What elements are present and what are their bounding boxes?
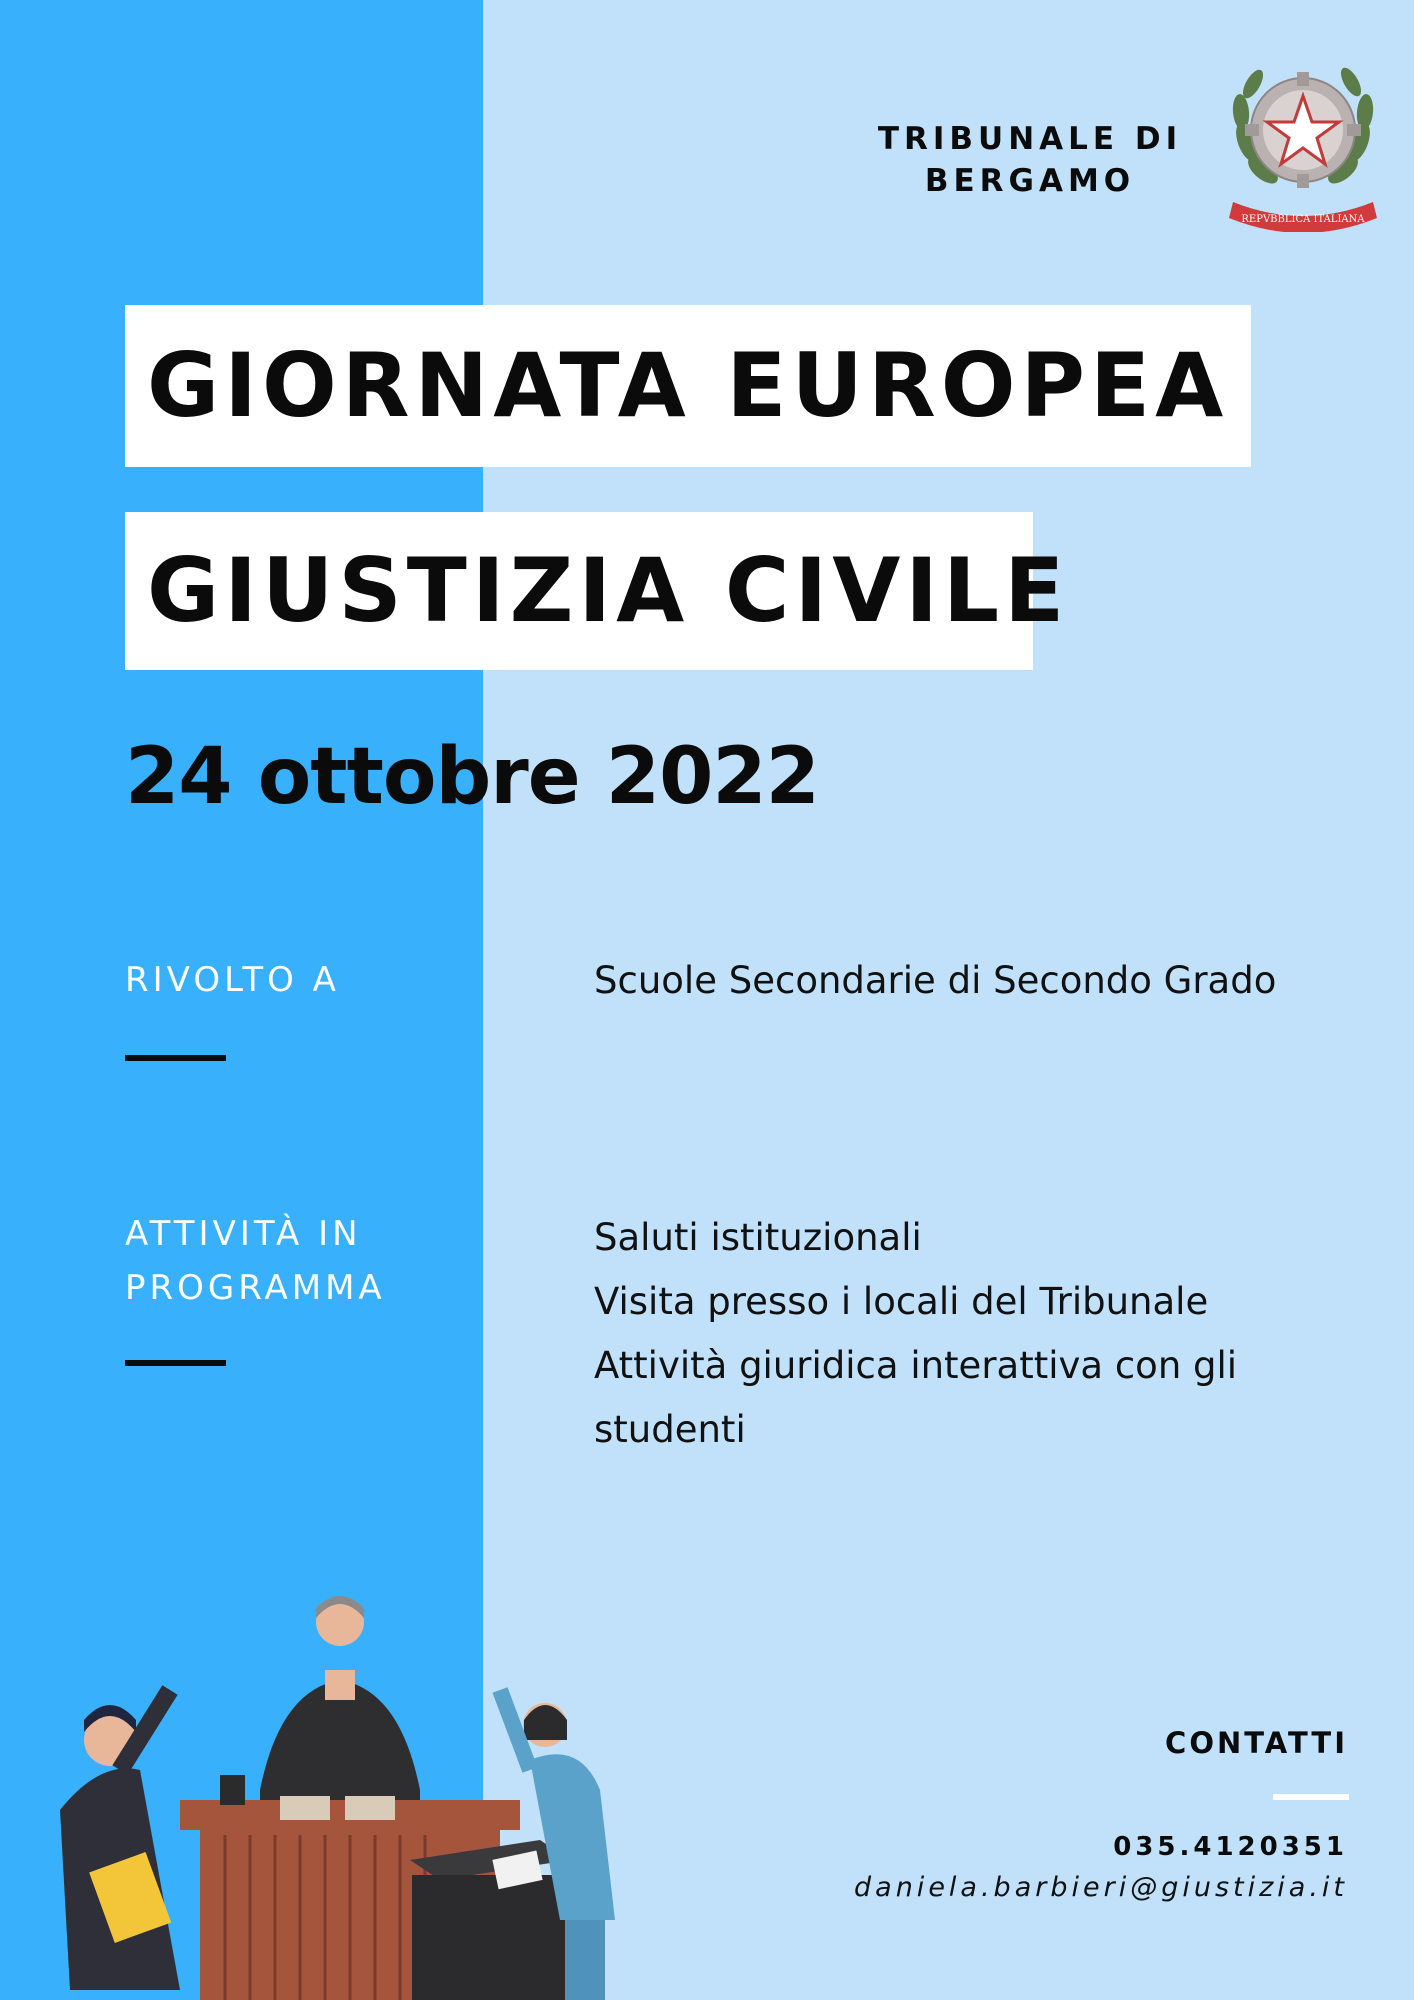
contact-email: daniela.barbieri@giustizia.it [854, 1872, 1348, 1903]
event-date: 24 ottobre 2022 [125, 732, 819, 822]
program-label-line-2: PROGRAMMA [125, 1268, 386, 1308]
program-item: studenti [594, 1408, 746, 1451]
program-list [594, 1206, 1237, 1462]
institution-name [860, 118, 1200, 202]
program-label-line-1: ATTIVITÀ IN [125, 1214, 362, 1254]
audience-divider [125, 1055, 226, 1061]
contacts-label: CONTATTI [1165, 1726, 1348, 1760]
program-label [125, 1207, 386, 1315]
title-line-2: GIUSTIZIA CIVILE [147, 539, 1070, 642]
title-box-1 [125, 305, 1251, 467]
courtroom-scene-icon [40, 1590, 660, 2000]
contacts-divider [1273, 1794, 1349, 1800]
emblem-motto: REPVBBLICA ITALIANA [1241, 214, 1365, 225]
institution-line-1: TRIBUNALE DI [877, 121, 1183, 157]
contact-phone: 035.4120351 [1113, 1832, 1348, 1862]
program-item: Attività giuridica interattiva con gli [594, 1344, 1238, 1387]
title-line-1: GIORNATA EUROPEA [147, 334, 1229, 437]
program-item: Visita presso i locali del Tribunale [594, 1280, 1209, 1323]
institution-line-2: BERGAMO [924, 163, 1136, 199]
title-box-2 [125, 512, 1070, 670]
audience-value: Scuole Secondarie di Secondo Grado [594, 959, 1277, 1002]
program-item: Saluti istituzionali [594, 1216, 922, 1259]
audience-label: RIVOLTO A [125, 960, 340, 1000]
program-divider [125, 1360, 226, 1366]
repubblica-italiana-emblem-icon [1225, 52, 1381, 232]
